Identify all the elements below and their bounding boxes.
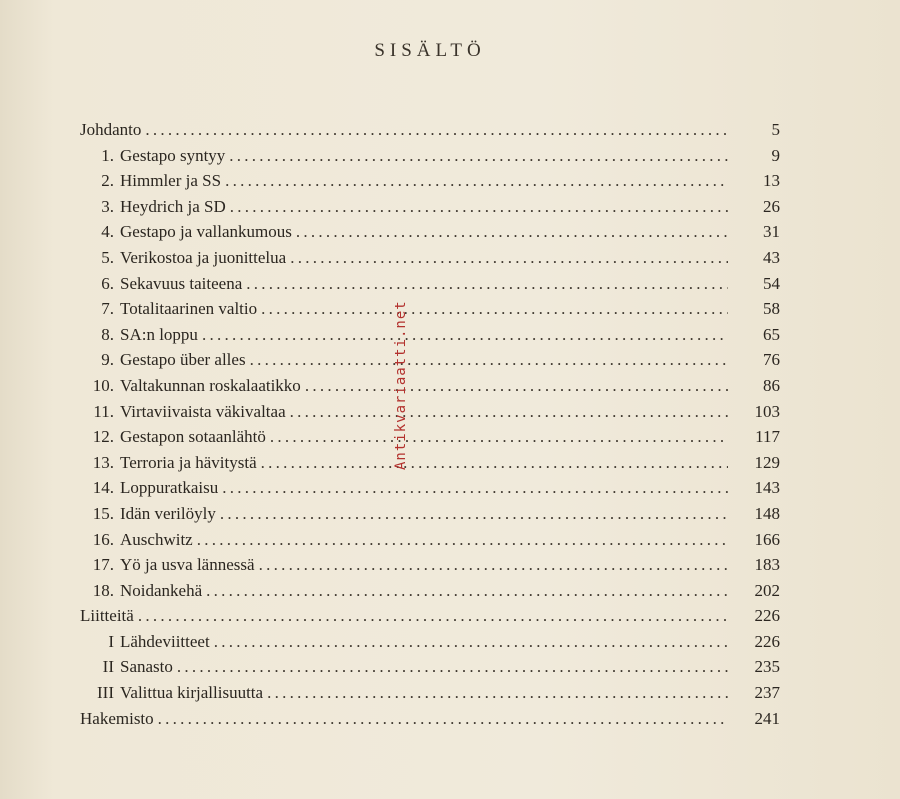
dot-leader: [290, 248, 728, 268]
toc-entry-number: 17.: [92, 555, 114, 575]
toc-entry: [80, 274, 780, 300]
toc-entry-page-number: 103: [754, 401, 780, 421]
dot-leader: [296, 222, 728, 242]
toc-entry: [80, 683, 780, 709]
dot-leader: [290, 402, 728, 422]
dot-leader: [250, 350, 728, 370]
toc-entry-page-number: 143: [754, 478, 780, 498]
toc-entry-number: 1.: [101, 145, 114, 165]
toc-entry: [80, 427, 780, 453]
page-title: SISÄLTÖ: [374, 40, 486, 61]
toc-entry-number: 10.: [92, 375, 114, 395]
toc-entry-page-number: 31: [763, 222, 780, 242]
toc-entry-title: Valtakunnan roskalaatikko: [120, 375, 301, 395]
toc-entry-number: 15.: [92, 503, 114, 523]
toc-entry-number: 14.: [92, 478, 114, 498]
toc-entry-page-number: 86: [763, 375, 780, 395]
toc-entry-number: 2.: [101, 171, 114, 191]
dot-leader: [177, 657, 728, 677]
toc-entry: [80, 222, 780, 248]
toc-entry-title: Gestapo über alles: [120, 350, 246, 370]
toc-entry-title: Yö ja usva lännessä: [120, 555, 255, 575]
toc-entry: [80, 146, 780, 172]
table-of-contents: [80, 120, 780, 734]
toc-entry: [80, 453, 780, 479]
toc-entry: [80, 504, 780, 530]
toc-entry-page-number: 9: [771, 145, 780, 165]
toc-entry-number: 12.: [92, 427, 114, 447]
toc-entry: [80, 581, 780, 607]
dot-leader: [230, 197, 728, 217]
toc-entry: [80, 606, 780, 632]
toc-entry-page-number: 235: [754, 657, 780, 677]
toc-entry-title: Sekavuus taiteena: [120, 273, 243, 293]
toc-entry-number: 9.: [101, 350, 114, 370]
toc-entry-page-number: 202: [754, 580, 780, 600]
dot-leader: [206, 581, 728, 601]
toc-entry-page-number: 226: [754, 631, 780, 651]
dot-leader: [225, 171, 728, 191]
toc-entry-page-number: 166: [754, 529, 780, 549]
toc-entry: [80, 299, 780, 325]
toc-entry-title: SA:n loppu: [120, 324, 198, 344]
toc-entry-number: 3.: [101, 196, 114, 216]
dot-leader: [197, 530, 728, 550]
toc-entry-number: 7.: [101, 299, 114, 319]
toc-entry: [80, 555, 780, 581]
toc-entry-page-number: 43: [763, 247, 780, 267]
toc-entry-title: Auschwitz: [120, 529, 193, 549]
toc-entry: [80, 632, 780, 658]
toc-entry-title: Gestapon sotaanlähtö: [120, 427, 266, 447]
toc-entry-title: Himmler ja SS: [120, 171, 222, 191]
toc-entry: [80, 350, 780, 376]
toc-entry-page-number: 58: [763, 299, 780, 319]
toc-entry-title: Hakemisto: [80, 708, 154, 728]
toc-entry: [80, 478, 780, 504]
toc-entry-title: Johdanto: [80, 120, 142, 139]
toc-entry-title: Idän verilöyly: [120, 503, 216, 523]
toc-entry-page-number: 76: [763, 350, 780, 370]
toc-entry-page-number: 117: [755, 427, 780, 447]
dot-leader: [158, 709, 728, 729]
toc-entry-title: Loppuratkaisu: [120, 478, 219, 498]
dot-leader: [261, 453, 728, 473]
toc-entry-page-number: 54: [763, 273, 780, 293]
toc-entry-number: II: [102, 657, 114, 677]
toc-entry-title: Gestapo syntyy: [120, 145, 226, 165]
toc-entry-number: I: [108, 631, 114, 651]
toc-entry: [80, 402, 780, 428]
toc-entry-page-number: 13: [763, 171, 780, 191]
toc-entry-title: Valittua kirjallisuutta: [120, 683, 264, 703]
toc-entry: [80, 171, 780, 197]
dot-leader: [259, 555, 728, 575]
toc-entry: [80, 709, 780, 735]
toc-entry-number: 4.: [101, 222, 114, 242]
toc-entry-title: Terroria ja hävitystä: [120, 452, 257, 472]
dot-leader: [138, 606, 728, 626]
toc-entry-page-number: 65: [763, 324, 780, 344]
toc-entry-number: 11.: [93, 401, 114, 421]
toc-entry-page-number: 241: [754, 708, 780, 728]
toc-entry-number: 8.: [101, 324, 114, 344]
toc-entry-page-number: 129: [754, 452, 780, 472]
toc-entry: [80, 197, 780, 223]
dot-leader: [261, 299, 728, 319]
toc-entry-title: Liitteitä: [80, 606, 134, 626]
toc-entry-number: 16.: [92, 529, 114, 549]
toc-entry: [80, 248, 780, 274]
toc-entry-page-number: 237: [754, 683, 780, 703]
dot-leader: [214, 632, 728, 652]
toc-entry-number: 5.: [101, 247, 114, 267]
toc-entry-page-number: 26: [763, 196, 780, 216]
toc-entry-number: 18.: [92, 580, 114, 600]
toc-entry-title: Virtaviivaista väkivaltaa: [120, 401, 286, 421]
toc-entry-title: Totalitaarinen valtio: [120, 299, 258, 319]
dot-leader: [267, 683, 728, 703]
dot-leader: [229, 146, 728, 166]
dot-leader: [305, 376, 728, 396]
toc-entry-title: Gestapo ja vallankumous: [120, 222, 292, 242]
toc-entry: [80, 120, 780, 146]
toc-entry-page-number: 148: [754, 503, 780, 523]
dot-leader: [270, 427, 728, 447]
toc-entry-page-number: 5: [771, 120, 780, 139]
dot-leader: [220, 504, 728, 524]
toc-entry-number: 6.: [101, 273, 114, 293]
toc-entry: [80, 325, 780, 351]
toc-entry-page-number: 183: [754, 555, 780, 575]
toc-entry: [80, 376, 780, 402]
toc-entry-title: Lähdeviitteet: [120, 631, 210, 651]
toc-entry-page-number: 226: [754, 606, 780, 626]
toc-entry-number: III: [97, 683, 114, 703]
toc-entry-title: Sanasto: [120, 657, 173, 677]
toc-entry: [80, 530, 780, 556]
toc-entry-title: Heydrich ja SD: [120, 196, 226, 216]
dot-leader: [145, 120, 728, 140]
dot-leader: [222, 478, 728, 498]
dot-leader: [202, 325, 728, 345]
toc-entry: [80, 657, 780, 683]
dot-leader: [246, 274, 728, 294]
toc-entry-title: Verikostoa ja juonittelua: [120, 247, 287, 267]
toc-entry-number: 13.: [92, 452, 114, 472]
watermark: Antikvariaatti.net: [393, 300, 409, 470]
toc-entry-title: Noidankehä: [120, 580, 203, 600]
